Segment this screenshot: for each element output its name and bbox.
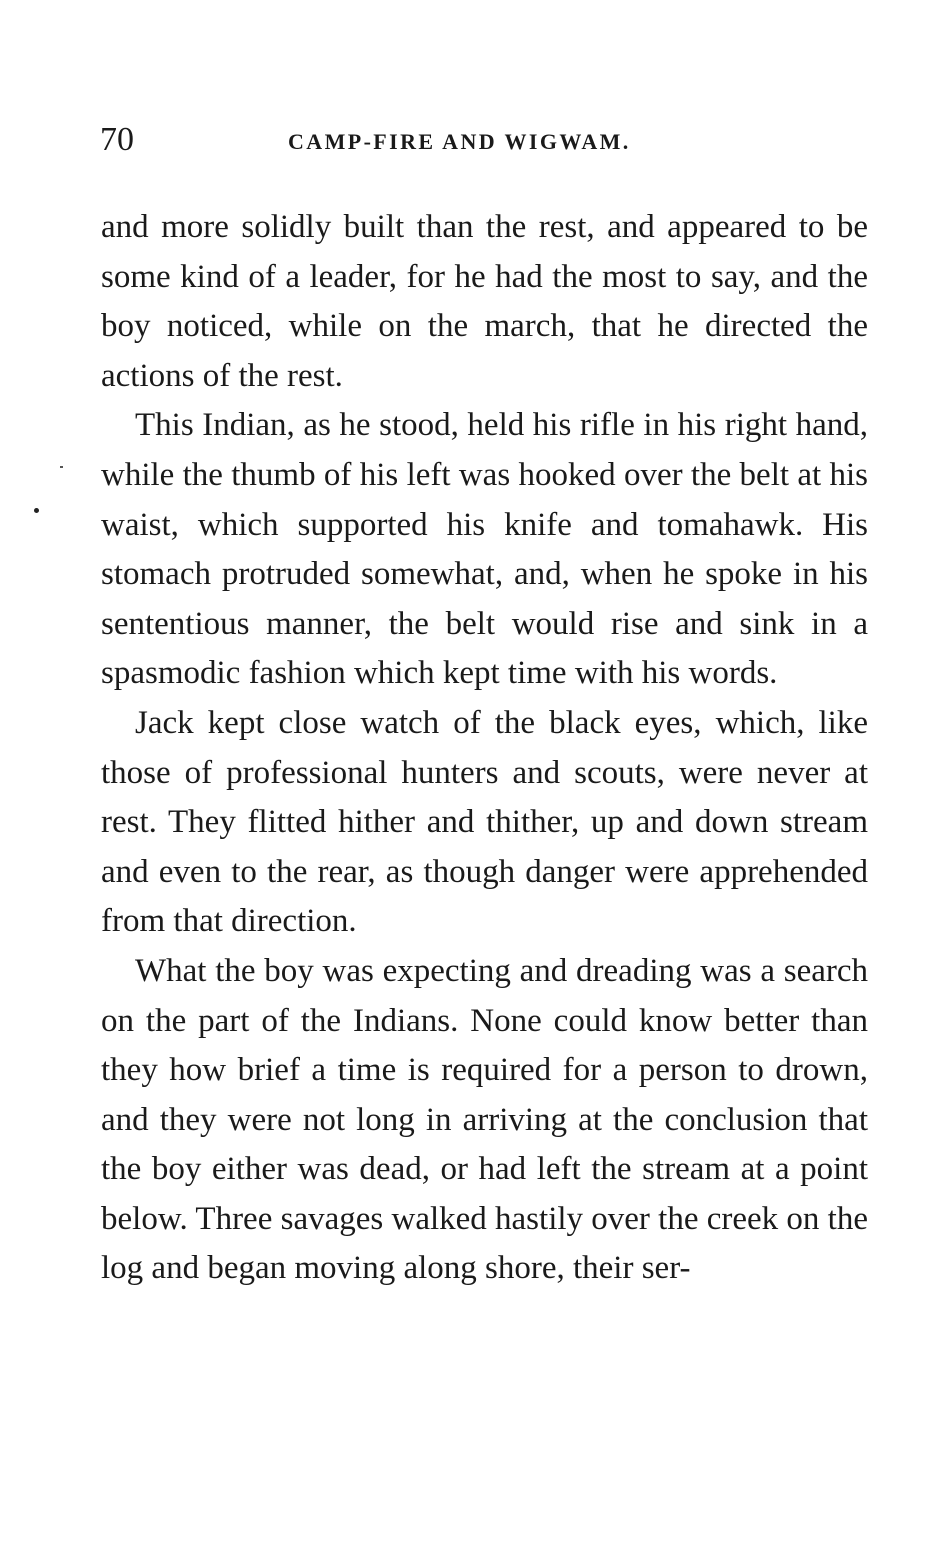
running-head (100, 118, 870, 162)
paragraph-search: What the boy was expecting and dreading was a search on the part of the Indians. None could know better than they how brief a time is required for a person to drown, and they were not long in arriving at the conclusion that the boy either was dead, or had left the stream at a point below. Three savages walked hastily over the creek on the log and began moving along shore, their ser- (101, 952, 868, 1287)
paragraph-indian-description: This Indian, as he stood, held his rifle in his right hand, while the thumb of his left was hooked over the belt at his waist, which supported his knife and tomahawk. His stomach protruded somewhat, and, when he spoke in his sententious manner, the belt would rise and sink in a spasmodic fashion which kept time with his words. (101, 407, 868, 692)
speck-mark (60, 466, 63, 468)
body-text (101, 203, 868, 1294)
running-title: CAMP-FIRE AND WIGWAM. (288, 129, 631, 154)
page-number: 70 (100, 121, 134, 158)
paragraph-continued: and more solidly built than the rest, and appeared to be some kind of a leader, for he had the most to say, and the boy noticed, while on the march, that he directed the actions of the rest. (101, 209, 868, 394)
margin-specks (28, 462, 48, 522)
speck-dot (34, 508, 39, 513)
paragraph-black-eyes: Jack kept close watch of the black eyes, which, like those of professional hunters and scouts, were never at rest. They flitted hither and thither, up and down stream and even to the rear, as though danger were apprehended from that direction. (101, 704, 868, 940)
